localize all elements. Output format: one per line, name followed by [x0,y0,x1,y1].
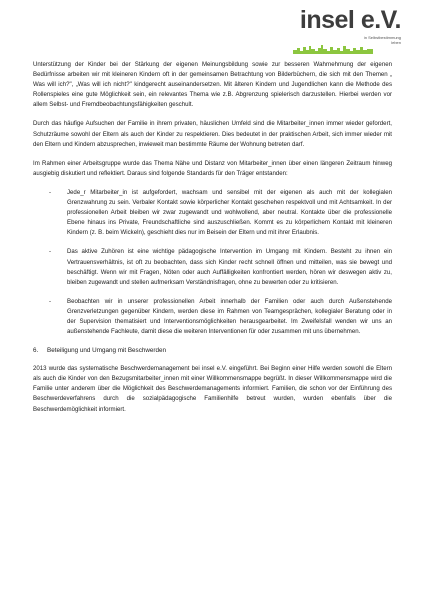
paragraph-beschwerdemanagement: 2013 wurde das systematische Beschwerdemanagement bei insel e.V. eingeführt. Bei Beginn einer Hilfe werden sowohl die Eltern als auch die Kinder von den Bezugsmitarbeiter_innen mit einer Willkommensmappe begrüßt. In dieser Willkommensmappe wird die Familie unter anderem über die Möglichkeit des Beschwerdemanagements informiert. Familien, die schon vor der Einführung des Beschwerdeverfahrens durch die sozialpädagogische Familienhilfe betreut wurden, wurden ebenfalls über die Beschwerdemöglichkeit informiert. [33,365,392,413]
dash-marker: - [49,248,52,256]
list-item [49,297,392,337]
paragraph-schutzraeume: Durch das häufige Aufsuchen der Familie in ihrem privaten, häuslichen Umfeld sind die Mitarbeiter_innen immer wieder gefordert, Schutzräume sowohl der Eltern als auch der Kinder zu respektieren. Dies bedeutet in der praktischen Arbeit, sich immer wieder mit den Eltern und Kindern abzusprechen, inwieweit man bestimmte Räume der Wohnung betreten darf. [33,120,392,148]
section-number: 6. [33,347,39,355]
dash-marker: - [49,188,52,196]
logo-wordmark: insel e.V. [299,6,401,34]
section-title: Beteiligung und Umgang mit Beschwerden [47,347,167,355]
standards-list [33,188,392,337]
section-heading [33,346,392,356]
paragraph-meinungsbildung: Unterstützung der Kinder bei der Stärkung der eigenen Meinungsbildung sowie zur besseren Wahrnehmung der eigenen Bedürfnisse arbeiten wir mit kleineren Kindern oft in der gemeinsamen Betrachtung von Bilderbüchern, die sich mit den Themen „ Was will ich?", „Was will ich nicht?" kindgerecht auseinandersetzen. Mit älteren Kindern und Jugendlichen kann die Methode des Rollenspieles eine gute Möglichkeit sein, ein relevantes Thema wie z.B. Abgrenzung spielerisch darzustellen. Hierbei werden vor allem Selbst- und Fremdbeobachtungsfähigkeiten geschult. [33,61,392,109]
list-item-text: Beobachten wir in unserer professionellen Arbeit innerhalb der Familien oder auch durch Außenstehende Grenzverletzungen gegenüber Kindern, werden diese im Rahmen von Teamgesprächen, kollegialer Beratung oder in der Supervision thematisiert und Interventionsmöglichkeiten herausgearbeitet. Im Zweifelsfall wenden wir uns an außenstehende Fachleute, damit diese die weiteren Interventionen für oder zusammen mit uns übernehmen. [67,297,392,336]
paragraph-arbeitsgruppe: Im Rahmen einer Arbeitsgruppe wurde das Thema Nähe und Distanz von Mitarbeiter_innen über einen längeren Zeitraum hinweg ausgiebig diskutiert und reflektiert. Daraus sind folgende Standards für den Träger entstanden: [33,159,392,177]
list-item-text: Jede_r Mitarbeiter_in ist aufgefordert, wachsam und sensibel mit der eigenen als auch mit der kollegialen Grenzwahrung zu sein. Verbaler Kontakt sowie körperlicher Kontakt geschehen respektvoll und mit Achtsamkeit. In der professionellen Arbeit bleiben wir zwar zugewandt und wohlwollend, aber neutral. Kontakte über die professionelle Ebene hinaus ins Private, Freundschaftliche sind auszuschließen. Kommt es zu körperlichem Kontakt mit kleineren Kindern (z. B. beim Wickeln), geschieht dies nur im Beisein der Eltern und mit ihrer Erlaubnis. [67,188,392,237]
list-item [49,247,392,287]
skyline-graphic [293,44,373,54]
insel-logo [293,8,401,54]
dash-marker: - [49,297,52,305]
logo-subtitle: in Selbstbestimmung leben [363,35,401,45]
document-body [33,60,392,424]
list-item [49,188,392,238]
list-item-text: Das aktive Zuhören ist eine wichtige pädagogische Intervention im Umgang mit Kindern. Besteht zu ihnen ein Vertrauensverhältnis, ist oft zu beobachten, dass sich Kinder recht schnell öffnen und mitteilen, was sie bewegt und beschäftigt. Wenn wir mit Fragen, Nöten oder auch Auffälligkeiten konfrontiert werden, hören wir deswegen aktiv zu, bleiben zugewandt und stellen aufmerksam Verständnisfragen, ohne zu bewerten oder zu kritisieren. [67,248,392,286]
